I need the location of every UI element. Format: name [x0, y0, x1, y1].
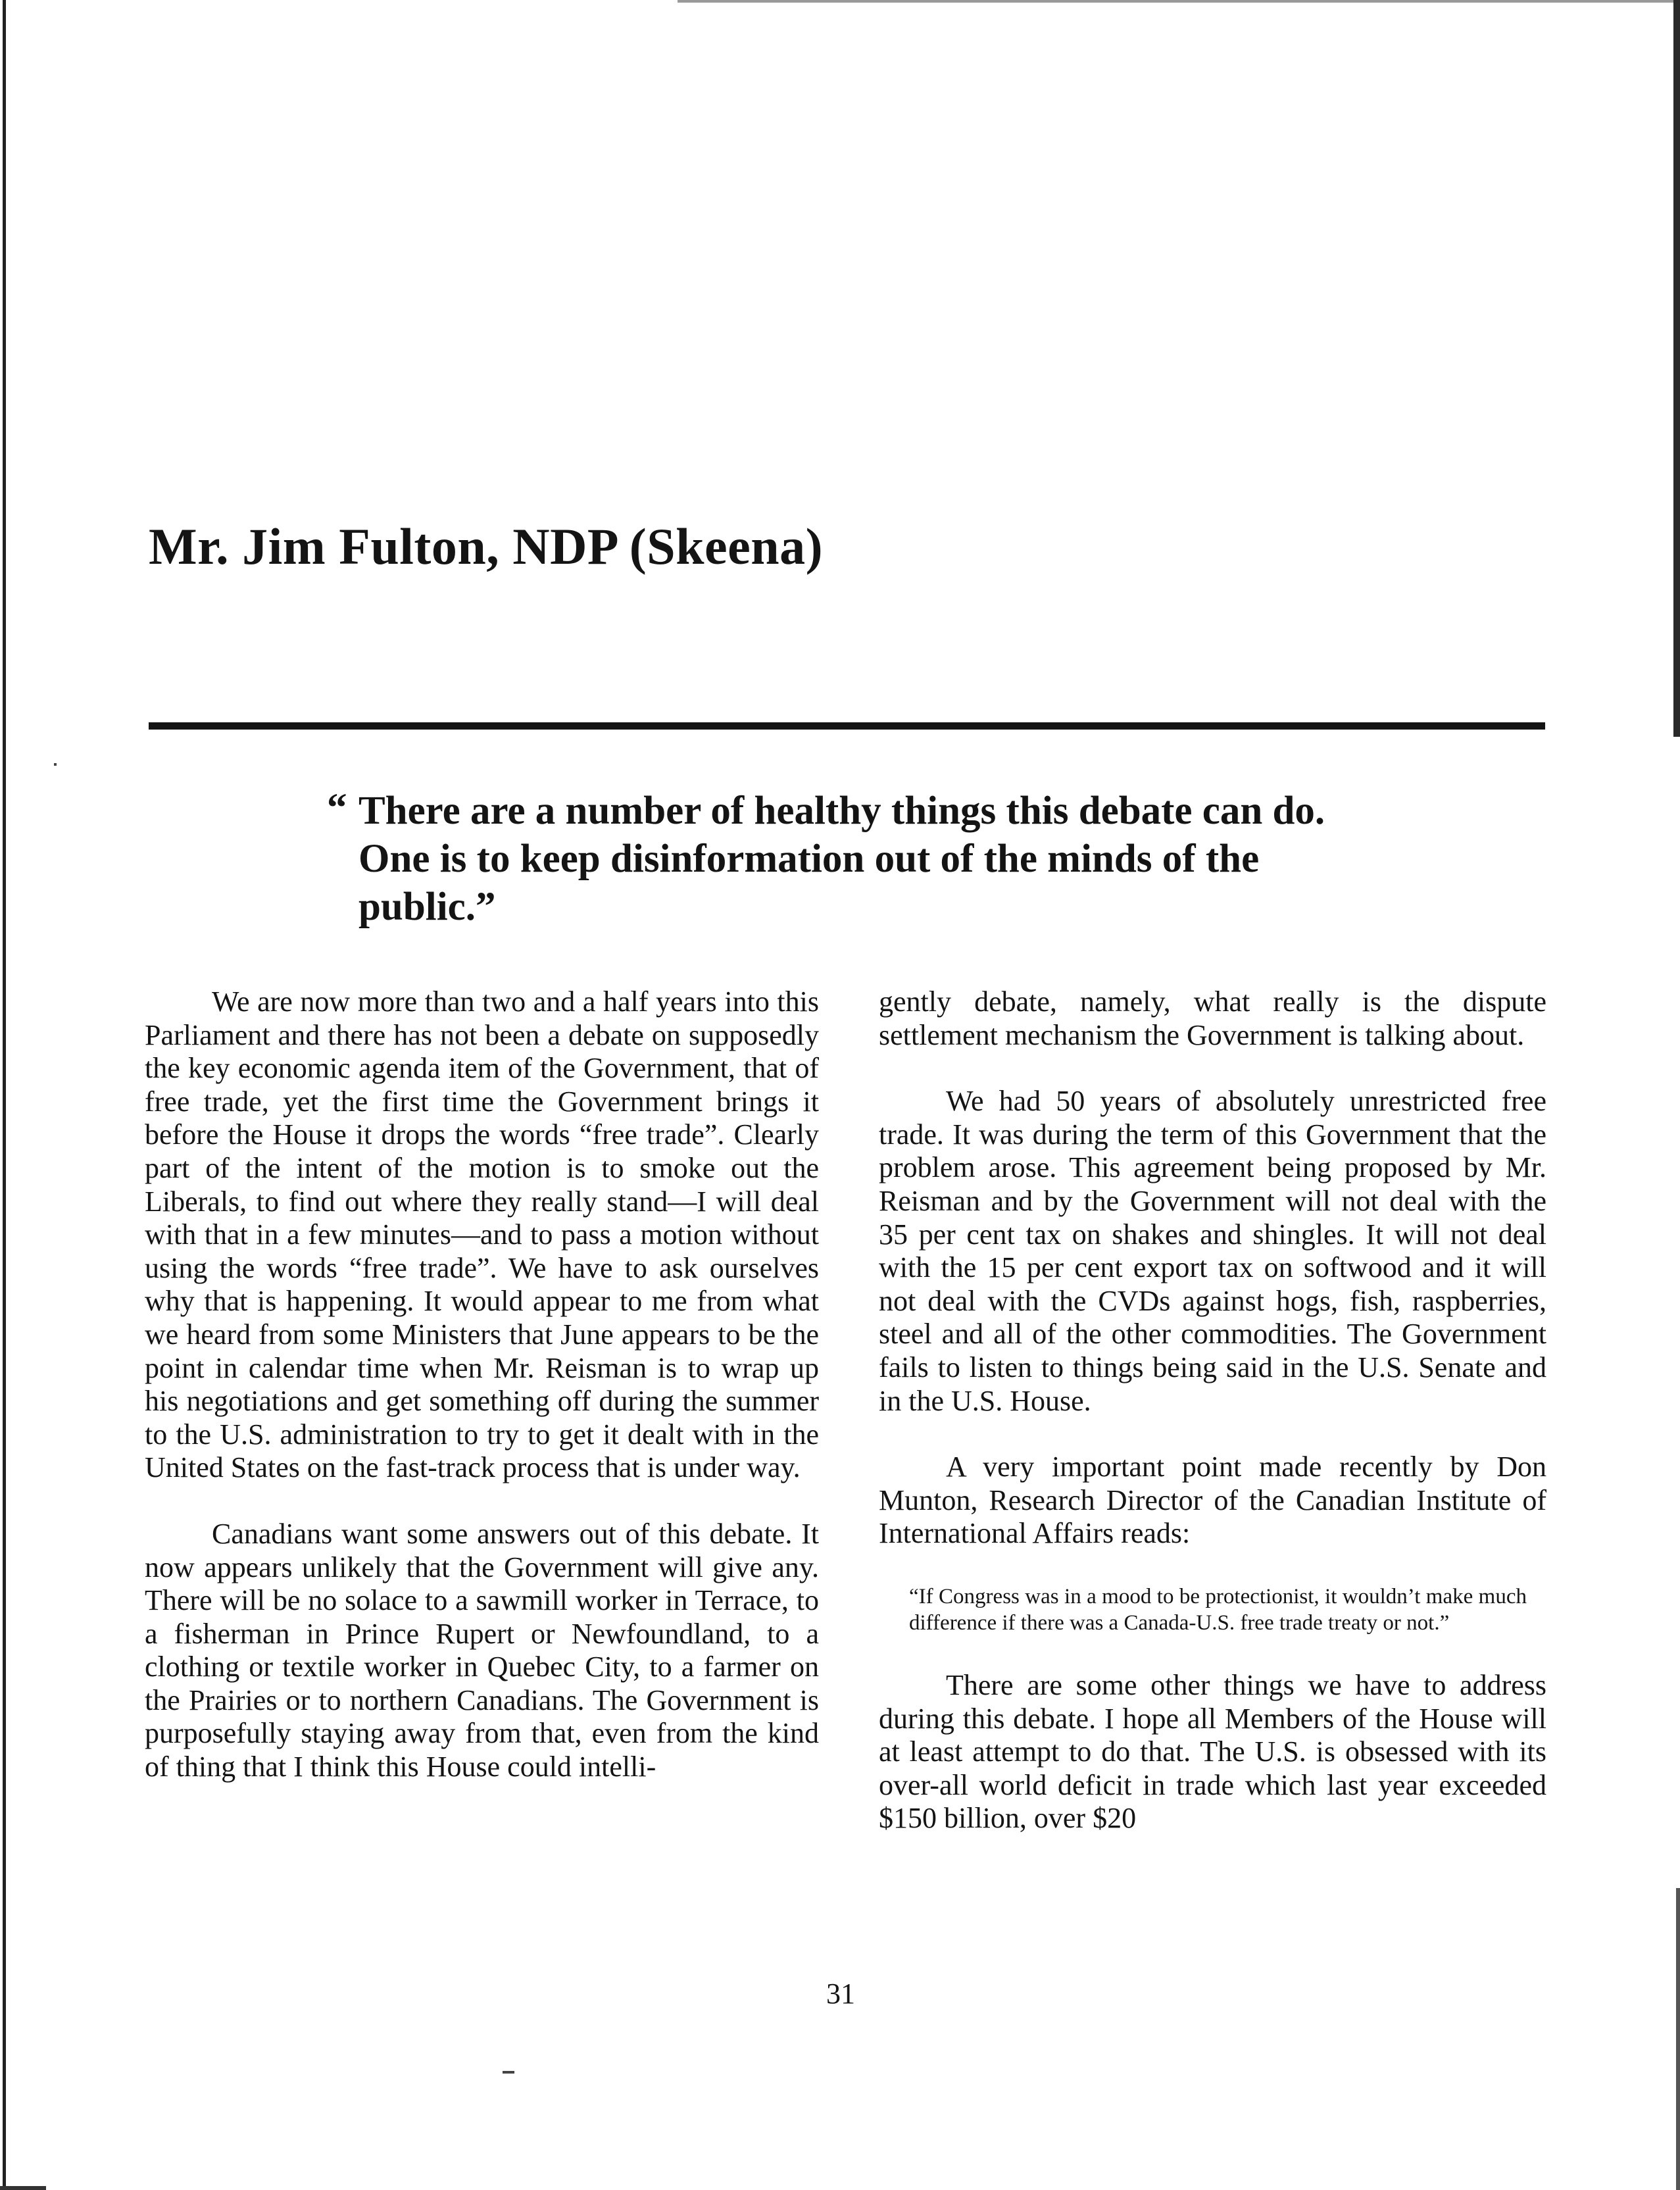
right-paragraph-3: A very important point made recently by Don Munton, Research Director of the Canadian Institute of International Affairs reads: [879, 1451, 1546, 1550]
scan-speck [54, 763, 57, 766]
pull-quote-open-mark: “ [327, 786, 347, 830]
pull-quote-close-mark: ” [476, 885, 496, 929]
right-paragraph-2: We had 50 years of absolutely unrestricted free trade. It was during the term of this Government that the problem arose. This agreement being proposed by Mr. Reisman and by the Government will not deal with the 35 per cent tax on shakes and shingles. It will not deal with the 15 per cent export tax on softwood and it will not deal with the CVDs against hogs, fish, raspberries, steel and all of the other commodities. The Government fails to listen to things being said in the U.S. Senate and in the U.S. House. [879, 1085, 1546, 1417]
left-column [145, 985, 819, 1817]
scan-border-right [1673, 0, 1680, 737]
block-quotation: “If Congress was in a mood to be protectionist, it wouldn’t make much difference if there was a Canada-U.S. free trade treaty or not.” [909, 1584, 1527, 1635]
right-continuation: gently debate, namely, what really is the dispute settlement mechanism the Government is talking about. [879, 985, 1546, 1051]
left-paragraph-1: We are now more than two and a half years into this Parliament and there has not been a debate on supposedly the key economic agenda item of the Government, that of free trade, yet the first time the Government brings it before the House it drops the words “free trade”. Clearly part of the intent of the motion is to smoke out the Liberals, to find out where they really stand—I will deal with that in a few minutes—and to pass a motion without using the words “free trade”. We have to ask ourselves why that is happening. It would appear to me from what we heard from some Ministers that June appears to be the point in calendar time when Mr. Reisman is to wrap up his negotiations and get something off during the summer to the U.S. administration to try to get it dealt with in the United States on the fast-track process that is under way. [145, 985, 819, 1484]
scan-border-right-lower [1676, 1888, 1680, 2190]
scan-speck [503, 2071, 514, 2074]
pull-quote-text: There are a number of healthy things this debate can do. One is to keep disinformation out of the minds of the public. [358, 789, 1325, 929]
pull-quote [327, 786, 1371, 931]
right-paragraph-4: There are some other things we have to address during this debate. I hope all Members of the House will at least attempt to do that. The U.S. is obsessed with its over-all world deficit in trade which last year exceeded $150 billion, over $20 [879, 1668, 1546, 1835]
speaker-heading: Mr. Jim Fulton, NDP (Skeena) [149, 518, 824, 575]
scan-border-bottom [0, 2186, 46, 2190]
scan-border-left [3, 0, 6, 2190]
left-paragraph-2: Canadians want some answers out of this debate. It now appears unlikely that the Government will give any. There will be no solace to a sawmill worker in Terrace, to a fisherman in Prince Rupert or Newfoundland, to a clothing or textile worker in Quebec City, to a farmer on the Prairies or to northern Canadians. The Government is purposefully staying away from that, even from the kind of thing that I think this House could intelli- [145, 1517, 819, 1783]
page-number: 31 [826, 1978, 855, 2010]
heading-rule [149, 722, 1545, 730]
scan-border-top [678, 0, 1680, 3]
right-column [879, 985, 1546, 1868]
